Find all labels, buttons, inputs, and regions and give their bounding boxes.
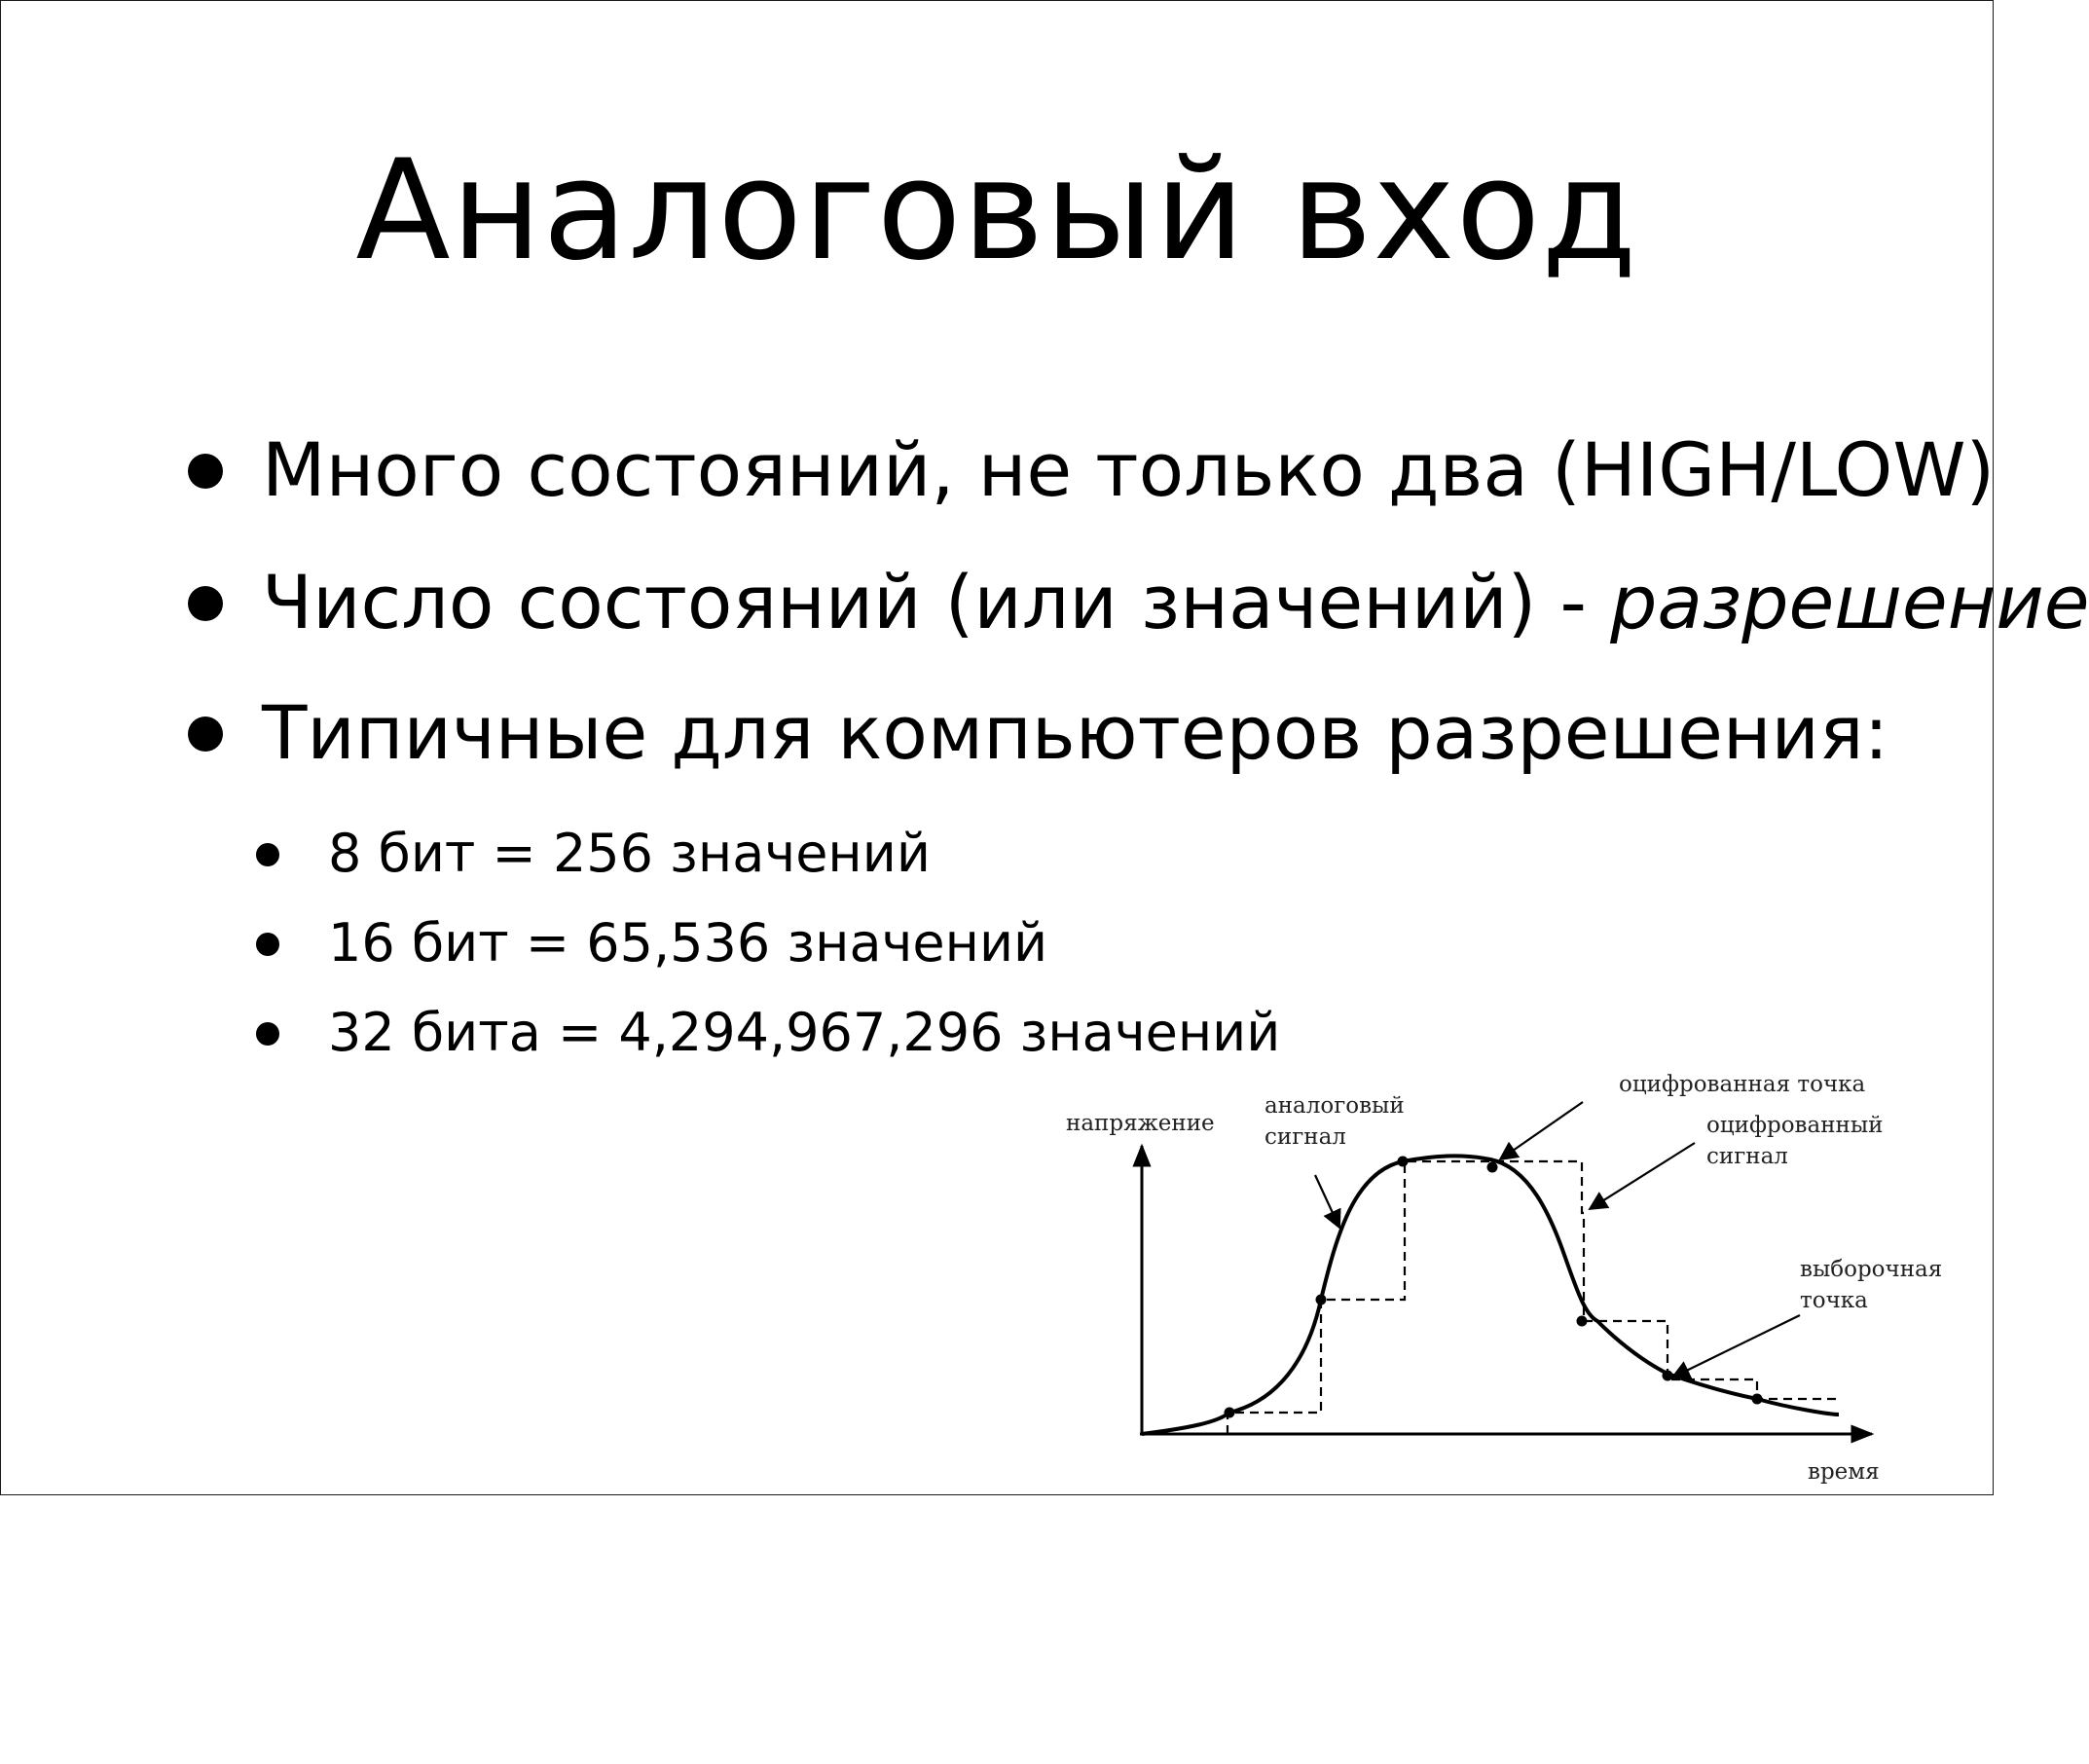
analog-signal-curve [1142,1156,1839,1434]
digitized-point-label: оцифрованная точка [1619,1072,1866,1097]
sample-point [1663,1371,1673,1381]
y-axis-label: напряжение [1066,1111,1215,1136]
sub-bullet-text: 8 бит = 256 значений [328,823,931,884]
sub-bullet-text: 32 бита = 4,294,967,296 значений [328,1002,1281,1063]
digitized-point-arrow [1500,1102,1583,1159]
sub-bullet-text: 16 бит = 65,536 значений [328,912,1048,974]
sample-point [1225,1408,1235,1418]
digitized-signal-arrow [1590,1143,1695,1209]
x-axis-label: время [1808,1459,1880,1485]
analog-signal-arrow [1315,1175,1339,1228]
sample-point [1316,1295,1327,1305]
bullet-text [262,559,2089,646]
adc-diagram [1052,1070,1967,1494]
adc-figure [1052,1070,1967,1494]
digitized-signal-label-line2: сигнал [1706,1144,1788,1169]
sub-bullet-dot-icon [256,933,279,956]
sample-point-arrow [1672,1315,1800,1378]
bullet-text-emphasis: разрешение [1610,559,2089,645]
bullet-dot-icon [188,717,223,752]
bullet-dot-icon [188,454,223,489]
sample-point-label-line2: точка [1800,1288,1868,1313]
digitized-signal-label-line1: оцифрованный [1706,1113,1884,1138]
sample-point [1398,1157,1409,1167]
sample-point [1487,1162,1498,1173]
bullet-text: Много состояний, не только два (HIGH/LOW) [262,426,1996,513]
bullet-dot-icon [188,586,223,621]
slide-title: Аналоговый вход [355,130,1638,291]
sample-point-label-line1: выборочная [1800,1257,1943,1282]
sample-point [1752,1394,1763,1405]
sub-bullet-dot-icon [256,1022,279,1046]
sample-point [1577,1316,1588,1327]
bullet-text: Типичные для компьютеров разрешения: [262,689,1889,776]
sub-bullet-dot-icon [256,843,279,866]
analog-signal-label-line2: сигнал [1264,1124,1346,1150]
analog-signal-label-line1: аналоговый [1264,1093,1405,1119]
bullet-text-plain: Число состояний (или значений) - [262,559,1611,645]
